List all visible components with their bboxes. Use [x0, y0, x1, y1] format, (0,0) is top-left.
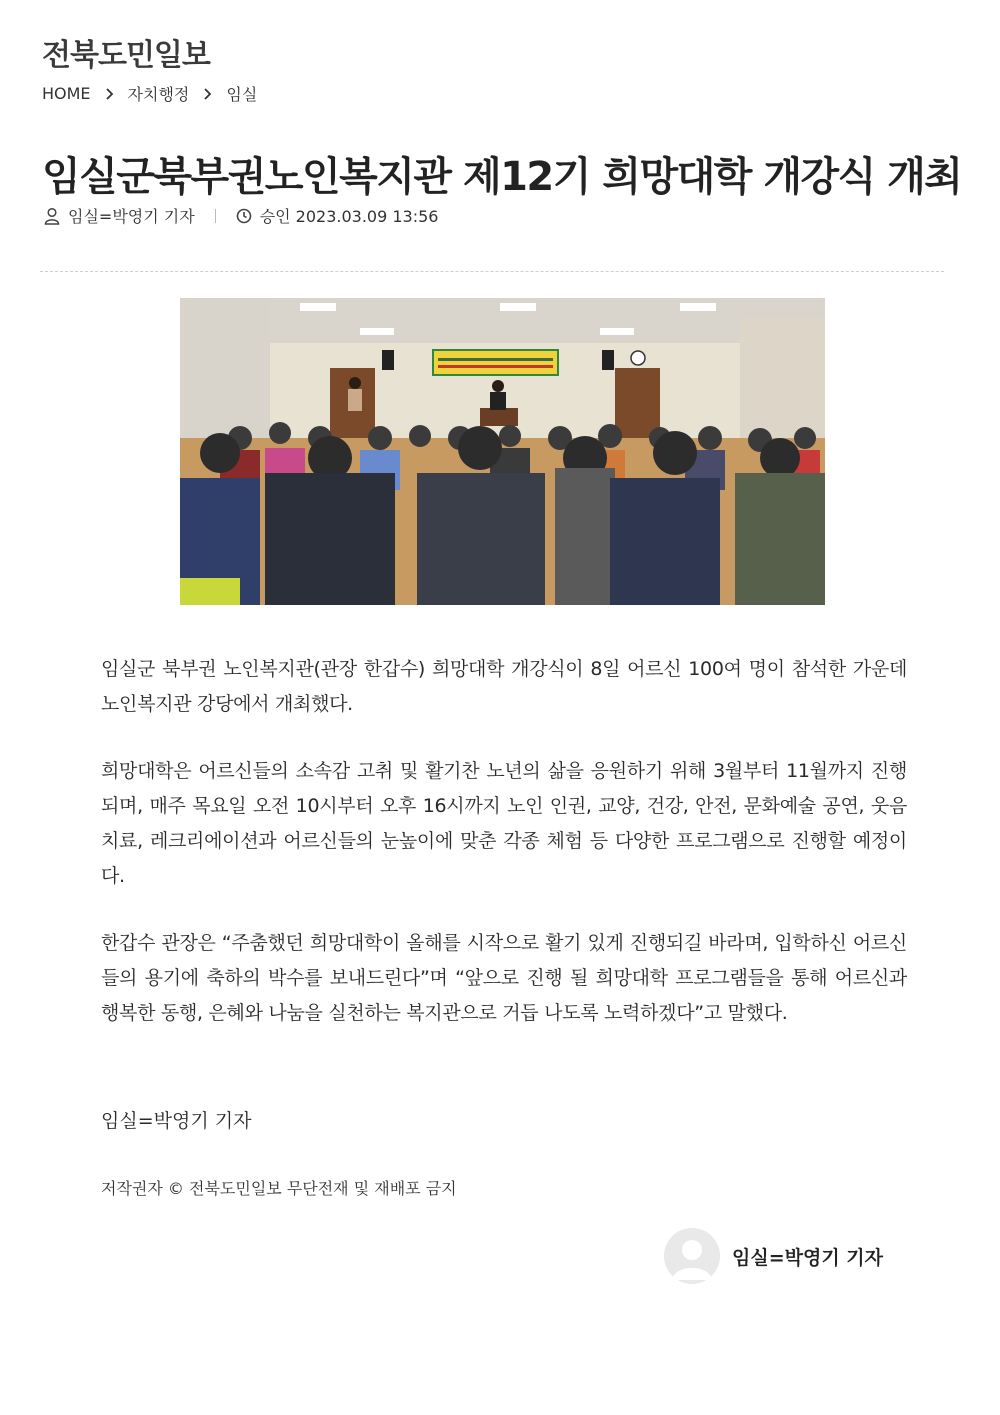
breadcrumb — [42, 82, 257, 105]
paragraph: 한갑수 관장은 “주춤했던 희망대학이 올해를 시작으로 활기 있게 진행되길 바라며, 입학하신 어르신들의 용기에 축하의 박수를 보내드린다”며 “앞으로 진행 될 희망대학 프로그램들을 통해 어르신과 행복한 동행, 은혜와 나눔을 실천하는 복지관으로 거듭 나도록 노력하겠다”고 말했다. — [101, 932, 907, 1024]
user-icon — [44, 207, 60, 225]
paragraph: 희망대학은 어르신들의 소속감 고취 및 활기찬 노년의 삶을 응원하기 위해 3월부터 11월까지 진행되며, 매주 목요일 오전 10시부터 오후 16시까지 노인 인권, 교양, 건강, 안전, 문화예술 공연, 웃음 치료, 레크리에이션과 어르신들의 눈높이에 맞춘 각종 체험 등 다양한 프로그램으로 진행할 예정이다. — [101, 760, 907, 887]
breadcrumb-subsection[interactable]: 임실 — [226, 85, 258, 104]
avatar[interactable] — [664, 1228, 720, 1284]
author-card[interactable] — [664, 1228, 883, 1284]
site-logo[interactable]: 전북도민일보 — [42, 38, 210, 73]
copyright-notice: 저작권자 © 전북도민일보 무단전재 및 재배포 금지 — [101, 1179, 457, 1198]
meta-divider — [215, 209, 216, 223]
article-photo — [180, 298, 825, 605]
chevron-right-icon — [203, 87, 212, 101]
author-name[interactable]: 임실=박영기 기자 — [732, 1246, 884, 1269]
article-byline: 임실=박영기 기자 — [101, 1110, 252, 1132]
breadcrumb-section[interactable]: 자치행정 — [127, 85, 190, 104]
clock-icon — [236, 208, 252, 224]
article-meta — [44, 204, 439, 227]
article-title: 임실군북부권노인복지관 제12기 희망대학 개강식 개최 — [42, 153, 962, 200]
breadcrumb-home[interactable]: HOME — [42, 84, 91, 103]
paragraph: 임실군 북부권 노인복지관(관장 한갑수) 희망대학 개강식이 8일 어르신 100여 명이 참석한 가운데 노인복지관 강당에서 개최했다. — [101, 658, 907, 715]
header-divider — [40, 271, 944, 272]
chevron-right-icon — [105, 87, 114, 101]
article-body — [101, 652, 907, 1063]
approved-date: 승인 2023.03.09 13:56 — [259, 207, 439, 226]
author-meta[interactable]: 임실=박영기 기자 — [68, 207, 195, 226]
